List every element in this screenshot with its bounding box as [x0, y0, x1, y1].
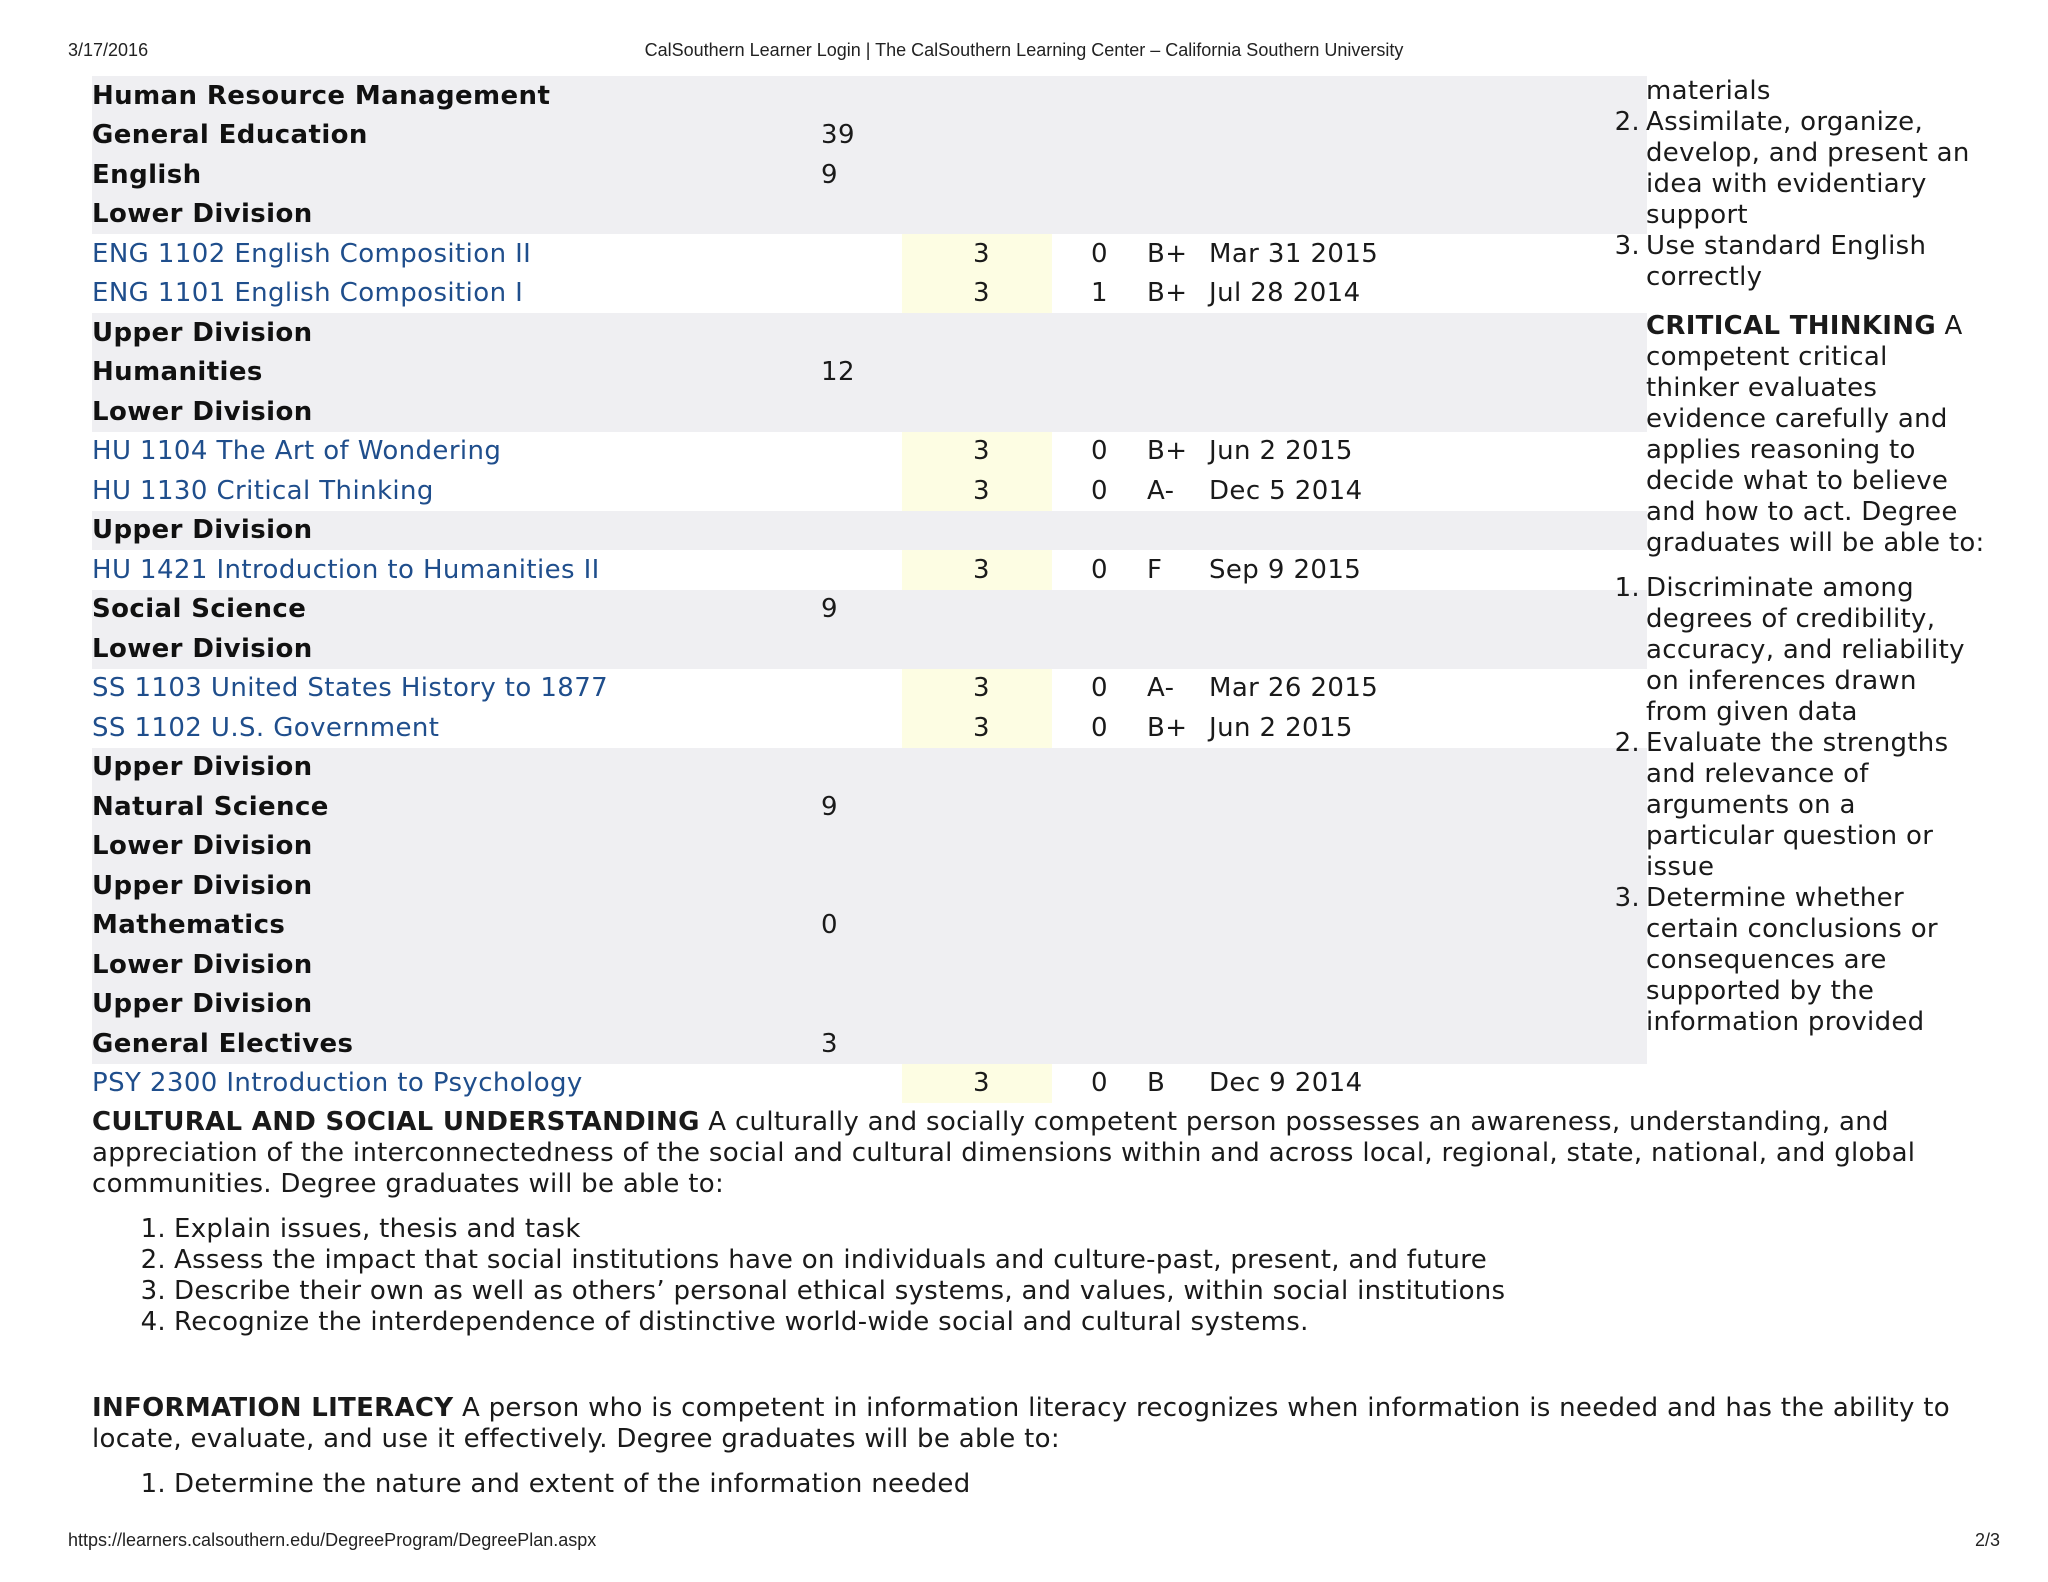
print-date: 3/17/2016: [68, 40, 149, 60]
group-name: Lower Division: [92, 629, 807, 669]
course-credits: 3: [902, 669, 1052, 709]
empty-cell: [902, 195, 1052, 235]
empty-cell: [1052, 906, 1147, 946]
course-credits: 3: [902, 1064, 1052, 1104]
group-name: Natural Science: [92, 787, 807, 827]
group-row: [92, 906, 1647, 946]
list-number: 3.: [1614, 883, 1640, 913]
group-row: [92, 629, 1647, 669]
empty-cell: [1147, 76, 1647, 116]
empty-cell: [902, 155, 1052, 195]
group-name: Upper Division: [92, 313, 807, 353]
required-hours: [807, 748, 902, 788]
information-literacy-list: [92, 1469, 1972, 1500]
empty-cell: [902, 116, 1052, 156]
empty-cell: [807, 274, 902, 314]
course-row: [92, 708, 1647, 748]
course-grade: F: [1147, 554, 1163, 585]
empty-cell: [1147, 353, 1647, 393]
transfer-credits: 0: [1052, 1064, 1147, 1104]
sidebar-continued-text: materials: [1646, 76, 1771, 106]
list-text: Describe their own as well as others’ personal ethical systems, and values, within social institutions: [174, 1276, 1506, 1306]
list-text: Recognize the interdependence of distinctive world-wide social and cultural systems.: [174, 1307, 1309, 1337]
course-grade: B+: [1147, 278, 1188, 309]
outcome-item: [92, 1276, 1972, 1307]
completion-date: Jul 28 2014: [1209, 278, 1361, 309]
empty-cell: [807, 669, 902, 709]
group-name: Upper Division: [92, 748, 807, 788]
empty-cell: [1052, 866, 1147, 906]
required-hours: [807, 195, 902, 235]
page-url: https://learners.calsouthern.edu/DegreeProgram/DegreePlan.aspx: [68, 1530, 597, 1550]
grade-cell: [1147, 234, 1647, 274]
group-name: Lower Division: [92, 392, 807, 432]
group-row: [92, 116, 1647, 156]
list-text: Discriminate among degrees of credibility, accuracy, and reliability on inferences drawn from given data: [1646, 573, 1965, 727]
transfer-credits: 1: [1052, 274, 1147, 314]
empty-cell: [902, 827, 1052, 867]
critical-thinking-intro: A competent critical thinker evaluates evidence carefully and applies reasoning to decide what to believe and how to act. Degree graduates will be able to:: [1646, 311, 1985, 558]
transfer-credits: 0: [1052, 669, 1147, 709]
course-credits: 3: [902, 708, 1052, 748]
grade-cell: [1147, 471, 1647, 511]
empty-cell: [902, 787, 1052, 827]
required-hours: 9: [807, 787, 902, 827]
empty-cell: [1147, 827, 1647, 867]
course-row: [92, 669, 1647, 709]
page-number: 2/3: [1974, 1530, 2000, 1550]
course-grade: B: [1147, 1068, 1166, 1099]
list-text: Assess the impact that social institutions have on individuals and culture-past, present, and future: [174, 1245, 1488, 1275]
outcome-item: [1614, 883, 1986, 1038]
empty-cell: [1147, 511, 1647, 551]
required-hours: [807, 313, 902, 353]
empty-cell: [902, 985, 1052, 1025]
list-number: 1.: [140, 1214, 166, 1244]
outcome-item: [1614, 231, 1986, 293]
group-row: [92, 155, 1647, 195]
group-row: [92, 748, 1647, 788]
outcome-item: [1614, 107, 1986, 231]
group-row: [92, 511, 1647, 551]
course-row: [92, 471, 1647, 511]
empty-cell: [902, 748, 1052, 788]
completion-date: Jun 2 2015: [1209, 436, 1353, 467]
list-number: 3.: [140, 1276, 166, 1306]
group-row: [92, 195, 1647, 235]
list-text: Evaluate the strengths and relevance of arguments on a particular question or issue: [1646, 728, 1949, 882]
required-hours: [807, 827, 902, 867]
cultural-social-section: [92, 1107, 1972, 1338]
list-number: 2.: [140, 1245, 166, 1275]
group-name: Upper Division: [92, 511, 807, 551]
information-literacy-heading: INFORMATION LITERACY: [92, 1393, 454, 1423]
grade-cell: [1147, 274, 1647, 314]
course-grade: A-: [1147, 475, 1175, 506]
course-link[interactable]: HU 1130 Critical Thinking: [92, 471, 807, 511]
grade-cell: [1147, 432, 1647, 472]
group-name: Human Resource Management: [92, 76, 807, 116]
outcome-item: [92, 1214, 1972, 1245]
written-communication-list: [1614, 107, 1986, 293]
list-text: Determine the nature and extent of the information needed: [174, 1469, 971, 1499]
course-grade: B+: [1147, 238, 1188, 269]
empty-cell: [902, 866, 1052, 906]
course-credits: 3: [902, 550, 1052, 590]
course-link[interactable]: ENG 1102 English Composition II: [92, 234, 807, 274]
grade-cell: [1147, 669, 1647, 709]
grade-cell: [1147, 550, 1647, 590]
cultural-social-list: [92, 1214, 1972, 1338]
course-row: [92, 274, 1647, 314]
empty-cell: [1052, 155, 1147, 195]
group-name: Mathematics: [92, 906, 807, 946]
course-link[interactable]: PSY 2300 Introduction to Psychology: [92, 1064, 807, 1104]
empty-cell: [1147, 313, 1647, 353]
empty-cell: [1052, 945, 1147, 985]
list-number: 2.: [1614, 107, 1640, 137]
learning-outcomes-sidebar: [1614, 76, 1986, 1038]
group-name: Social Science: [92, 590, 807, 630]
degree-plan-rows: [92, 76, 1647, 1103]
group-name: Lower Division: [92, 945, 807, 985]
course-link[interactable]: SS 1103 United States History to 1877: [92, 669, 807, 709]
empty-cell: [1052, 985, 1147, 1025]
transfer-credits: 0: [1052, 432, 1147, 472]
completion-date: Mar 31 2015: [1209, 238, 1379, 269]
empty-cell: [1052, 787, 1147, 827]
empty-cell: [902, 76, 1052, 116]
empty-cell: [1147, 590, 1647, 630]
cultural-social-heading: CULTURAL AND SOCIAL UNDERSTANDING: [92, 1107, 700, 1137]
empty-cell: [1147, 945, 1647, 985]
course-link[interactable]: HU 1104 The Art of Wondering: [92, 432, 807, 472]
outcome-item: [92, 1469, 1972, 1500]
empty-cell: [1052, 511, 1147, 551]
required-hours: [807, 945, 902, 985]
list-text: Determine whether certain conclusions or consequences are supported by the information provided: [1646, 883, 1938, 1037]
course-grade: B+: [1147, 436, 1188, 467]
information-literacy-intro: A person who is competent in information literacy recognizes when information is needed and has the ability to locate, evaluate, and use it effectively. Degree graduates will be able to:: [92, 1393, 1950, 1454]
list-text: Use standard English correctly: [1646, 231, 1927, 292]
transfer-credits: 0: [1052, 708, 1147, 748]
group-row: [92, 866, 1647, 906]
empty-cell: [1147, 787, 1647, 827]
empty-cell: [1052, 116, 1147, 156]
grade-cell: [1147, 708, 1647, 748]
empty-cell: [902, 945, 1052, 985]
empty-cell: [807, 234, 902, 274]
empty-cell: [1052, 1024, 1147, 1064]
group-name: Lower Division: [92, 195, 807, 235]
list-number: 1.: [1614, 573, 1640, 603]
grade-cell: [1147, 1064, 1647, 1104]
empty-cell: [807, 550, 902, 590]
required-hours: [807, 392, 902, 432]
course-credits: 3: [902, 432, 1052, 472]
empty-cell: [1052, 748, 1147, 788]
course-row: [92, 432, 1647, 472]
list-number: 4.: [140, 1307, 166, 1337]
critical-thinking-heading: CRITICAL THINKING: [1646, 311, 1936, 341]
list-number: 2.: [1614, 728, 1640, 758]
completion-date: Dec 5 2014: [1209, 475, 1363, 506]
course-link[interactable]: ENG 1101 English Composition I: [92, 274, 807, 314]
cultural-social-intro: A culturally and socially competent person possesses an awareness, understanding, and appreciation of the interconnectedness of the social and cultural dimensions within and across local, regional, state, national, and global communities. Degree graduates will be able to:: [92, 1107, 1916, 1199]
required-hours: 39: [807, 116, 902, 156]
empty-cell: [902, 353, 1052, 393]
page-title: CalSouthern Learner Login | The CalSouthern Learning Center – California Southern University: [644, 40, 1404, 60]
outcome-item: [1614, 573, 1986, 728]
course-row: [92, 1064, 1647, 1104]
empty-cell: [902, 906, 1052, 946]
required-hours: 12: [807, 353, 902, 393]
course-link[interactable]: SS 1102 U.S. Government: [92, 708, 807, 748]
course-row: [92, 234, 1647, 274]
group-row: [92, 353, 1647, 393]
empty-cell: [902, 511, 1052, 551]
group-name: English: [92, 155, 807, 195]
group-name: Upper Division: [92, 985, 807, 1025]
group-row: [92, 985, 1647, 1025]
required-hours: [807, 629, 902, 669]
empty-cell: [1147, 629, 1647, 669]
course-row: [92, 550, 1647, 590]
cultural-social-paragraph: [92, 1107, 1972, 1200]
list-text: Assimilate, organize, develop, and present an idea with evidentiary support: [1646, 107, 1970, 230]
empty-cell: [807, 708, 902, 748]
list-number: 1.: [140, 1469, 166, 1499]
group-row: [92, 313, 1647, 353]
completion-date: Sep 9 2015: [1209, 554, 1362, 585]
completion-date: Mar 26 2015: [1209, 673, 1379, 704]
group-row: [92, 787, 1647, 827]
transfer-credits: 0: [1052, 234, 1147, 274]
completion-date: Jun 2 2015: [1209, 712, 1353, 743]
required-hours: [807, 511, 902, 551]
empty-cell: [1147, 1024, 1647, 1064]
empty-cell: [902, 590, 1052, 630]
outcome-item: [92, 1245, 1972, 1276]
empty-cell: [807, 471, 902, 511]
empty-cell: [1147, 748, 1647, 788]
empty-cell: [902, 629, 1052, 669]
group-name: General Education: [92, 116, 807, 156]
outcome-item: [1614, 728, 1986, 883]
group-row: [92, 827, 1647, 867]
outcome-item: [92, 1307, 1972, 1338]
group-row: [92, 392, 1647, 432]
empty-cell: [1147, 195, 1647, 235]
empty-cell: [1052, 76, 1147, 116]
empty-cell: [807, 1064, 902, 1104]
group-name: Upper Division: [92, 866, 807, 906]
course-grade: B+: [1147, 712, 1188, 743]
group-row: [92, 945, 1647, 985]
course-credits: 3: [902, 234, 1052, 274]
empty-cell: [1147, 866, 1647, 906]
empty-cell: [1052, 195, 1147, 235]
empty-cell: [1147, 155, 1647, 195]
empty-cell: [902, 313, 1052, 353]
course-link[interactable]: HU 1421 Introduction to Humanities II: [92, 550, 807, 590]
transfer-credits: 0: [1052, 471, 1147, 511]
required-hours: 3: [807, 1024, 902, 1064]
list-number: 3.: [1614, 231, 1640, 261]
empty-cell: [807, 432, 902, 472]
empty-cell: [1052, 827, 1147, 867]
empty-cell: [1147, 116, 1647, 156]
empty-cell: [1147, 985, 1647, 1025]
degree-plan-table: [92, 76, 1647, 1103]
course-credits: 3: [902, 471, 1052, 511]
required-hours: [807, 866, 902, 906]
empty-cell: [1052, 353, 1147, 393]
empty-cell: [902, 1024, 1052, 1064]
required-hours: 9: [807, 590, 902, 630]
required-hours: [807, 76, 902, 116]
course-credits: 3: [902, 274, 1052, 314]
critical-thinking-paragraph: [1646, 311, 1986, 559]
group-name: General Electives: [92, 1024, 807, 1064]
empty-cell: [1147, 392, 1647, 432]
empty-cell: [1052, 590, 1147, 630]
empty-cell: [902, 392, 1052, 432]
information-literacy-paragraph: [92, 1393, 1972, 1455]
required-hours: [807, 985, 902, 1025]
required-hours: 0: [807, 906, 902, 946]
group-name: Lower Division: [92, 827, 807, 867]
list-text: Explain issues, thesis and task: [174, 1214, 581, 1244]
group-row: [92, 590, 1647, 630]
group-row: [92, 76, 1647, 116]
transfer-credits: 0: [1052, 550, 1147, 590]
completion-date: Dec 9 2014: [1209, 1068, 1363, 1099]
required-hours: 9: [807, 155, 902, 195]
course-grade: A-: [1147, 673, 1175, 704]
empty-cell: [1052, 629, 1147, 669]
empty-cell: [1147, 906, 1647, 946]
group-row: [92, 1024, 1647, 1064]
information-literacy-section: [92, 1393, 1972, 1500]
empty-cell: [1052, 392, 1147, 432]
group-name: Humanities: [92, 353, 807, 393]
empty-cell: [1052, 313, 1147, 353]
critical-thinking-list: [1614, 573, 1986, 1038]
